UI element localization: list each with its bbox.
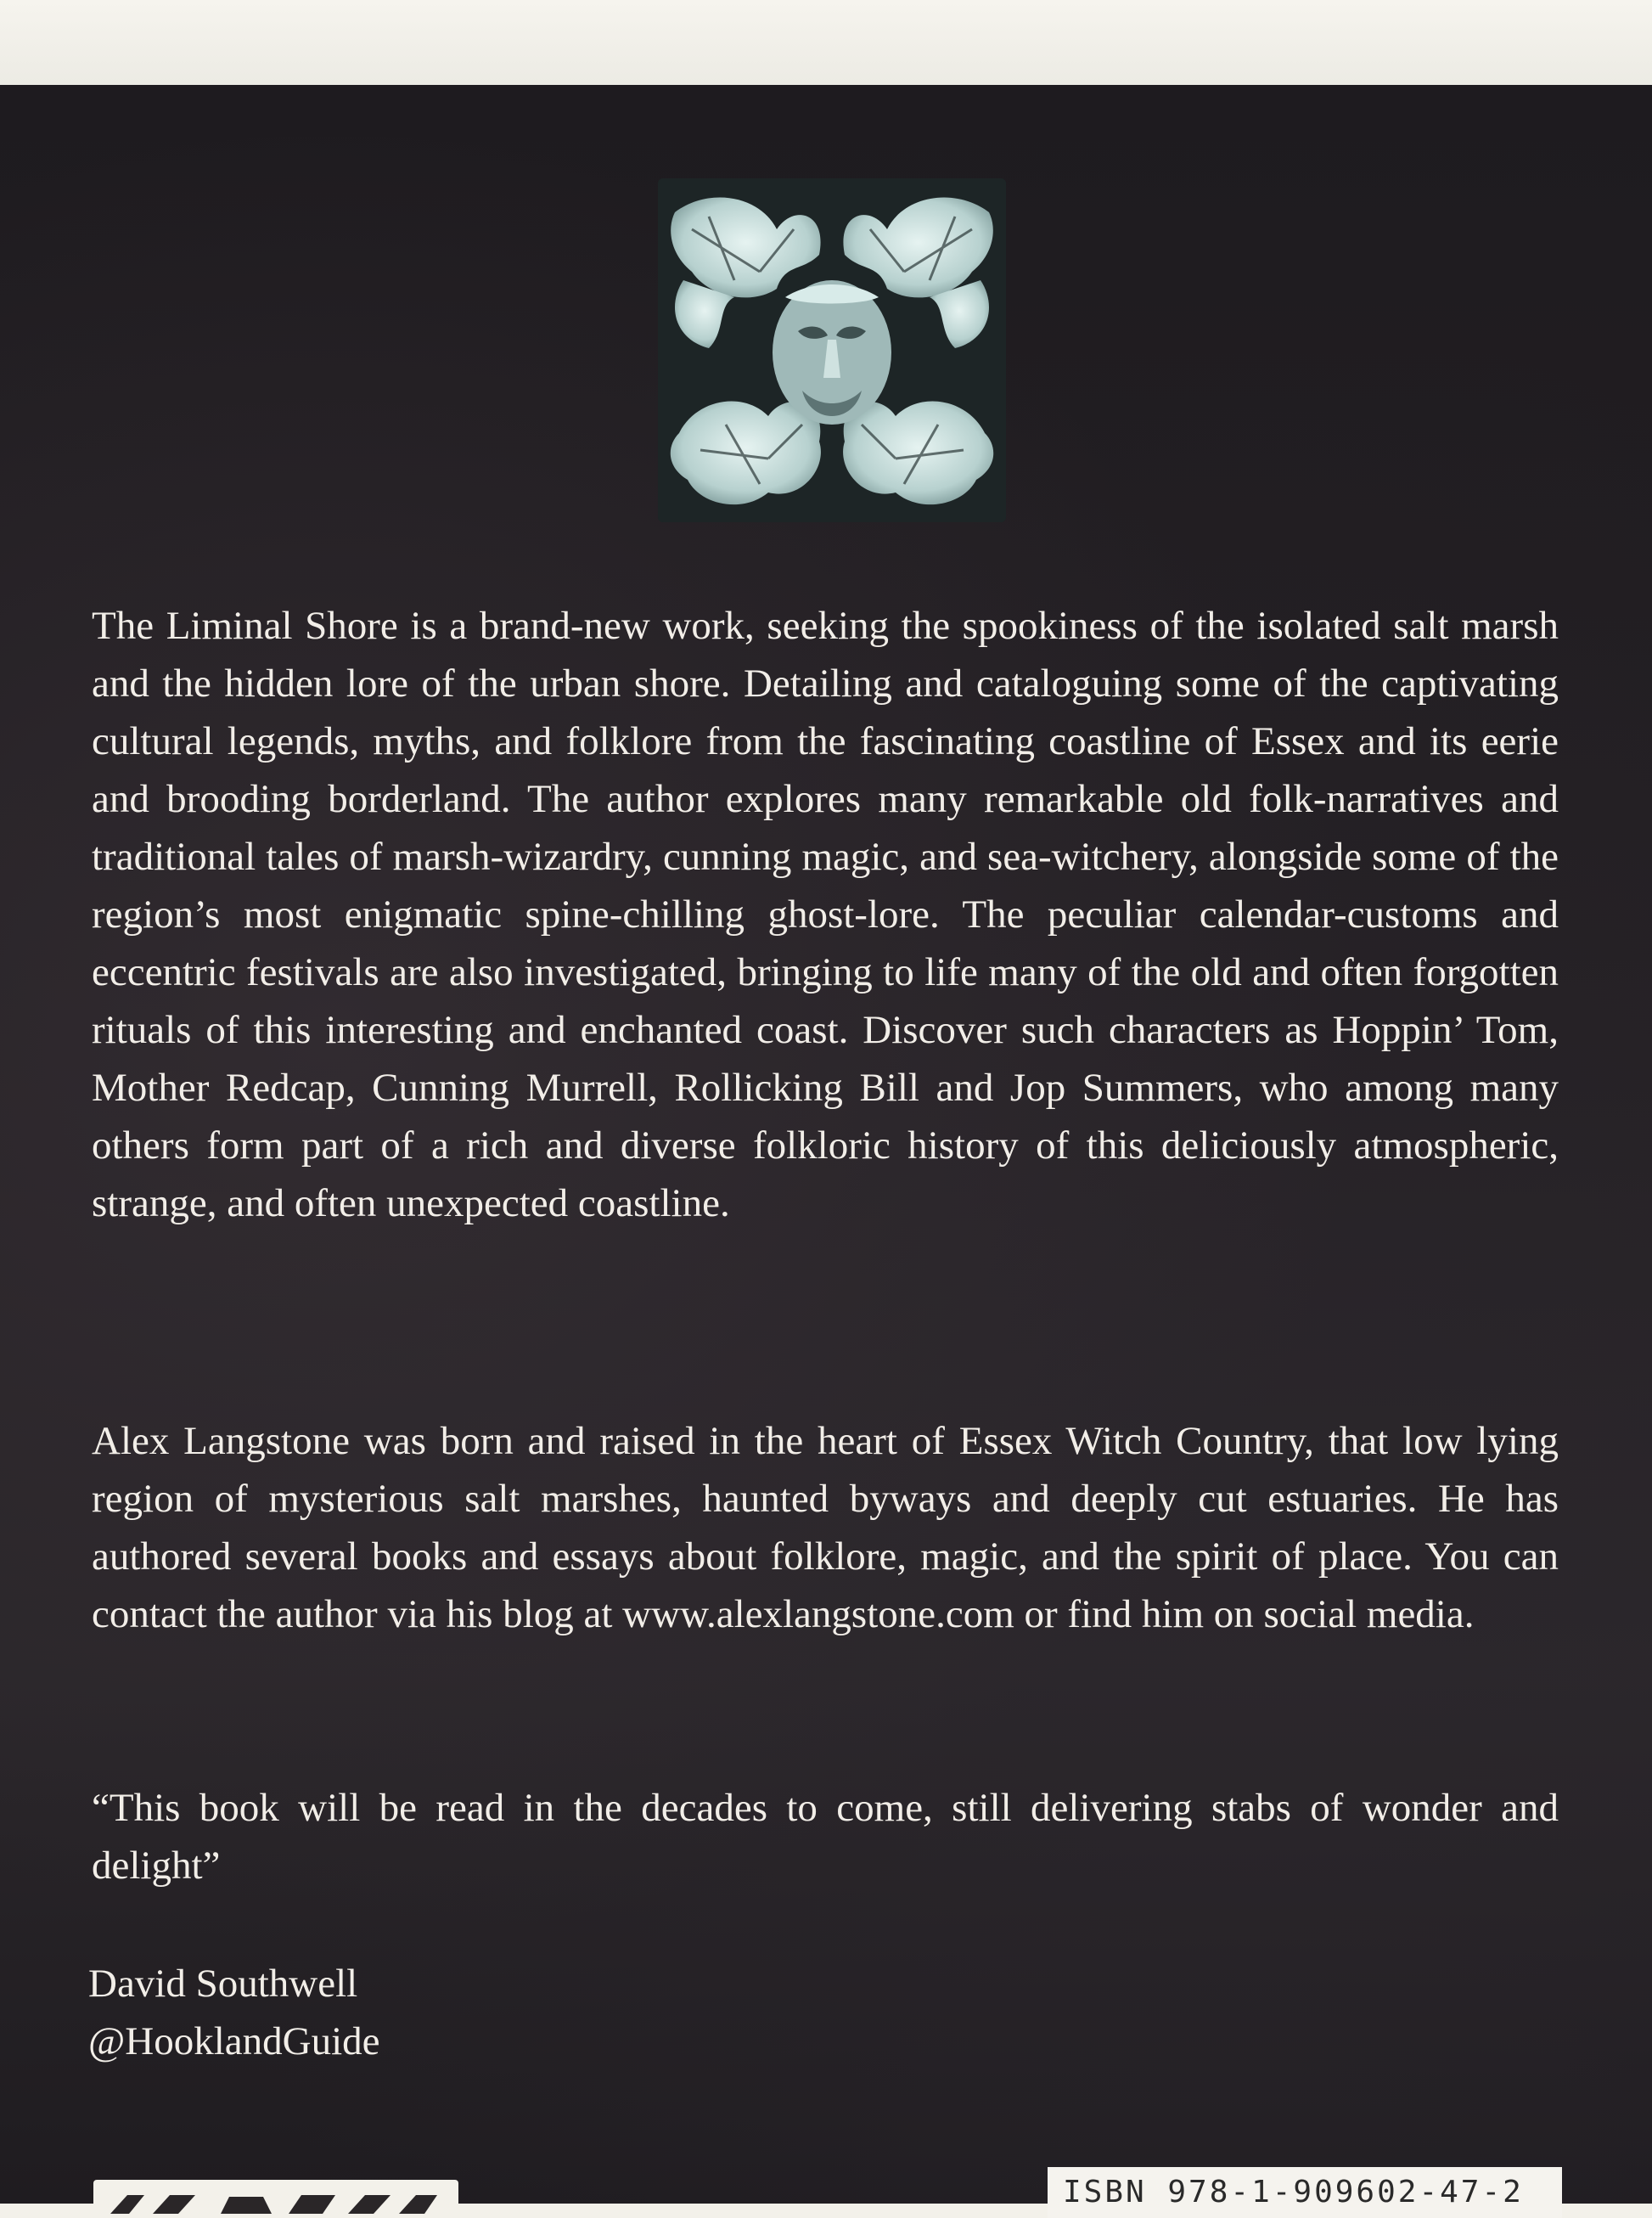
quote-author-handle: @HooklandGuide bbox=[88, 2019, 380, 2063]
publisher-logo bbox=[93, 2180, 458, 2214]
book-description: The Liminal Shore is a brand-new work, seeking the spookiness of the isolated salt marsh and the hidden lore of the urban shore. Detailing and cataloguing some of the captivating cultural legends, myths, and folklore from the fascinating coastline of Essex and its eerie and brooding borderland. The author explores many remarkable old folk-narratives and traditional tales of marsh-wizardry, cunning magic, and sea-witchery, alongside some of the region’s most enigmatic spine-chilling ghost-lore. The peculiar calendar-customs and eccentric festivals are also investigated, bringing to life many of the old and often forgotten rituals of this interesting and enchanted coast. Discover such characters as Hoppin’ Tom, Mother Redcap, Cunning Murrell, Rollicking Bill and Jop Summers, who among many others form part of a rich and diverse folkloric history of this deliciously atmospheric, strange, and often unexpected coastline. bbox=[92, 604, 1559, 1225]
review-quote: “This book will be read in the decades to come, still delivering stabs of wonder and delight” bbox=[92, 1786, 1559, 1888]
green-man-foliage-icon bbox=[658, 178, 1006, 522]
isbn-label: ISBN 978-1-909602-47-2 bbox=[1048, 2167, 1562, 2218]
back-cover bbox=[0, 85, 1652, 2210]
quote-author-name: David Southwell bbox=[88, 1962, 358, 2006]
author-biography: Alex Langstone was born and raised in the heart of Essex Witch Country, that low lying region of mysterious salt marshes, haunted byways and deeply cut estuaries. He has authored several books and essays about folklore, magic, and the spirit of place. You can contact the author via his blog at www.alexlangstone.com or find him on social media. bbox=[92, 1419, 1559, 1636]
quote-attribution bbox=[88, 1955, 380, 2070]
page-top-margin bbox=[0, 0, 1652, 85]
